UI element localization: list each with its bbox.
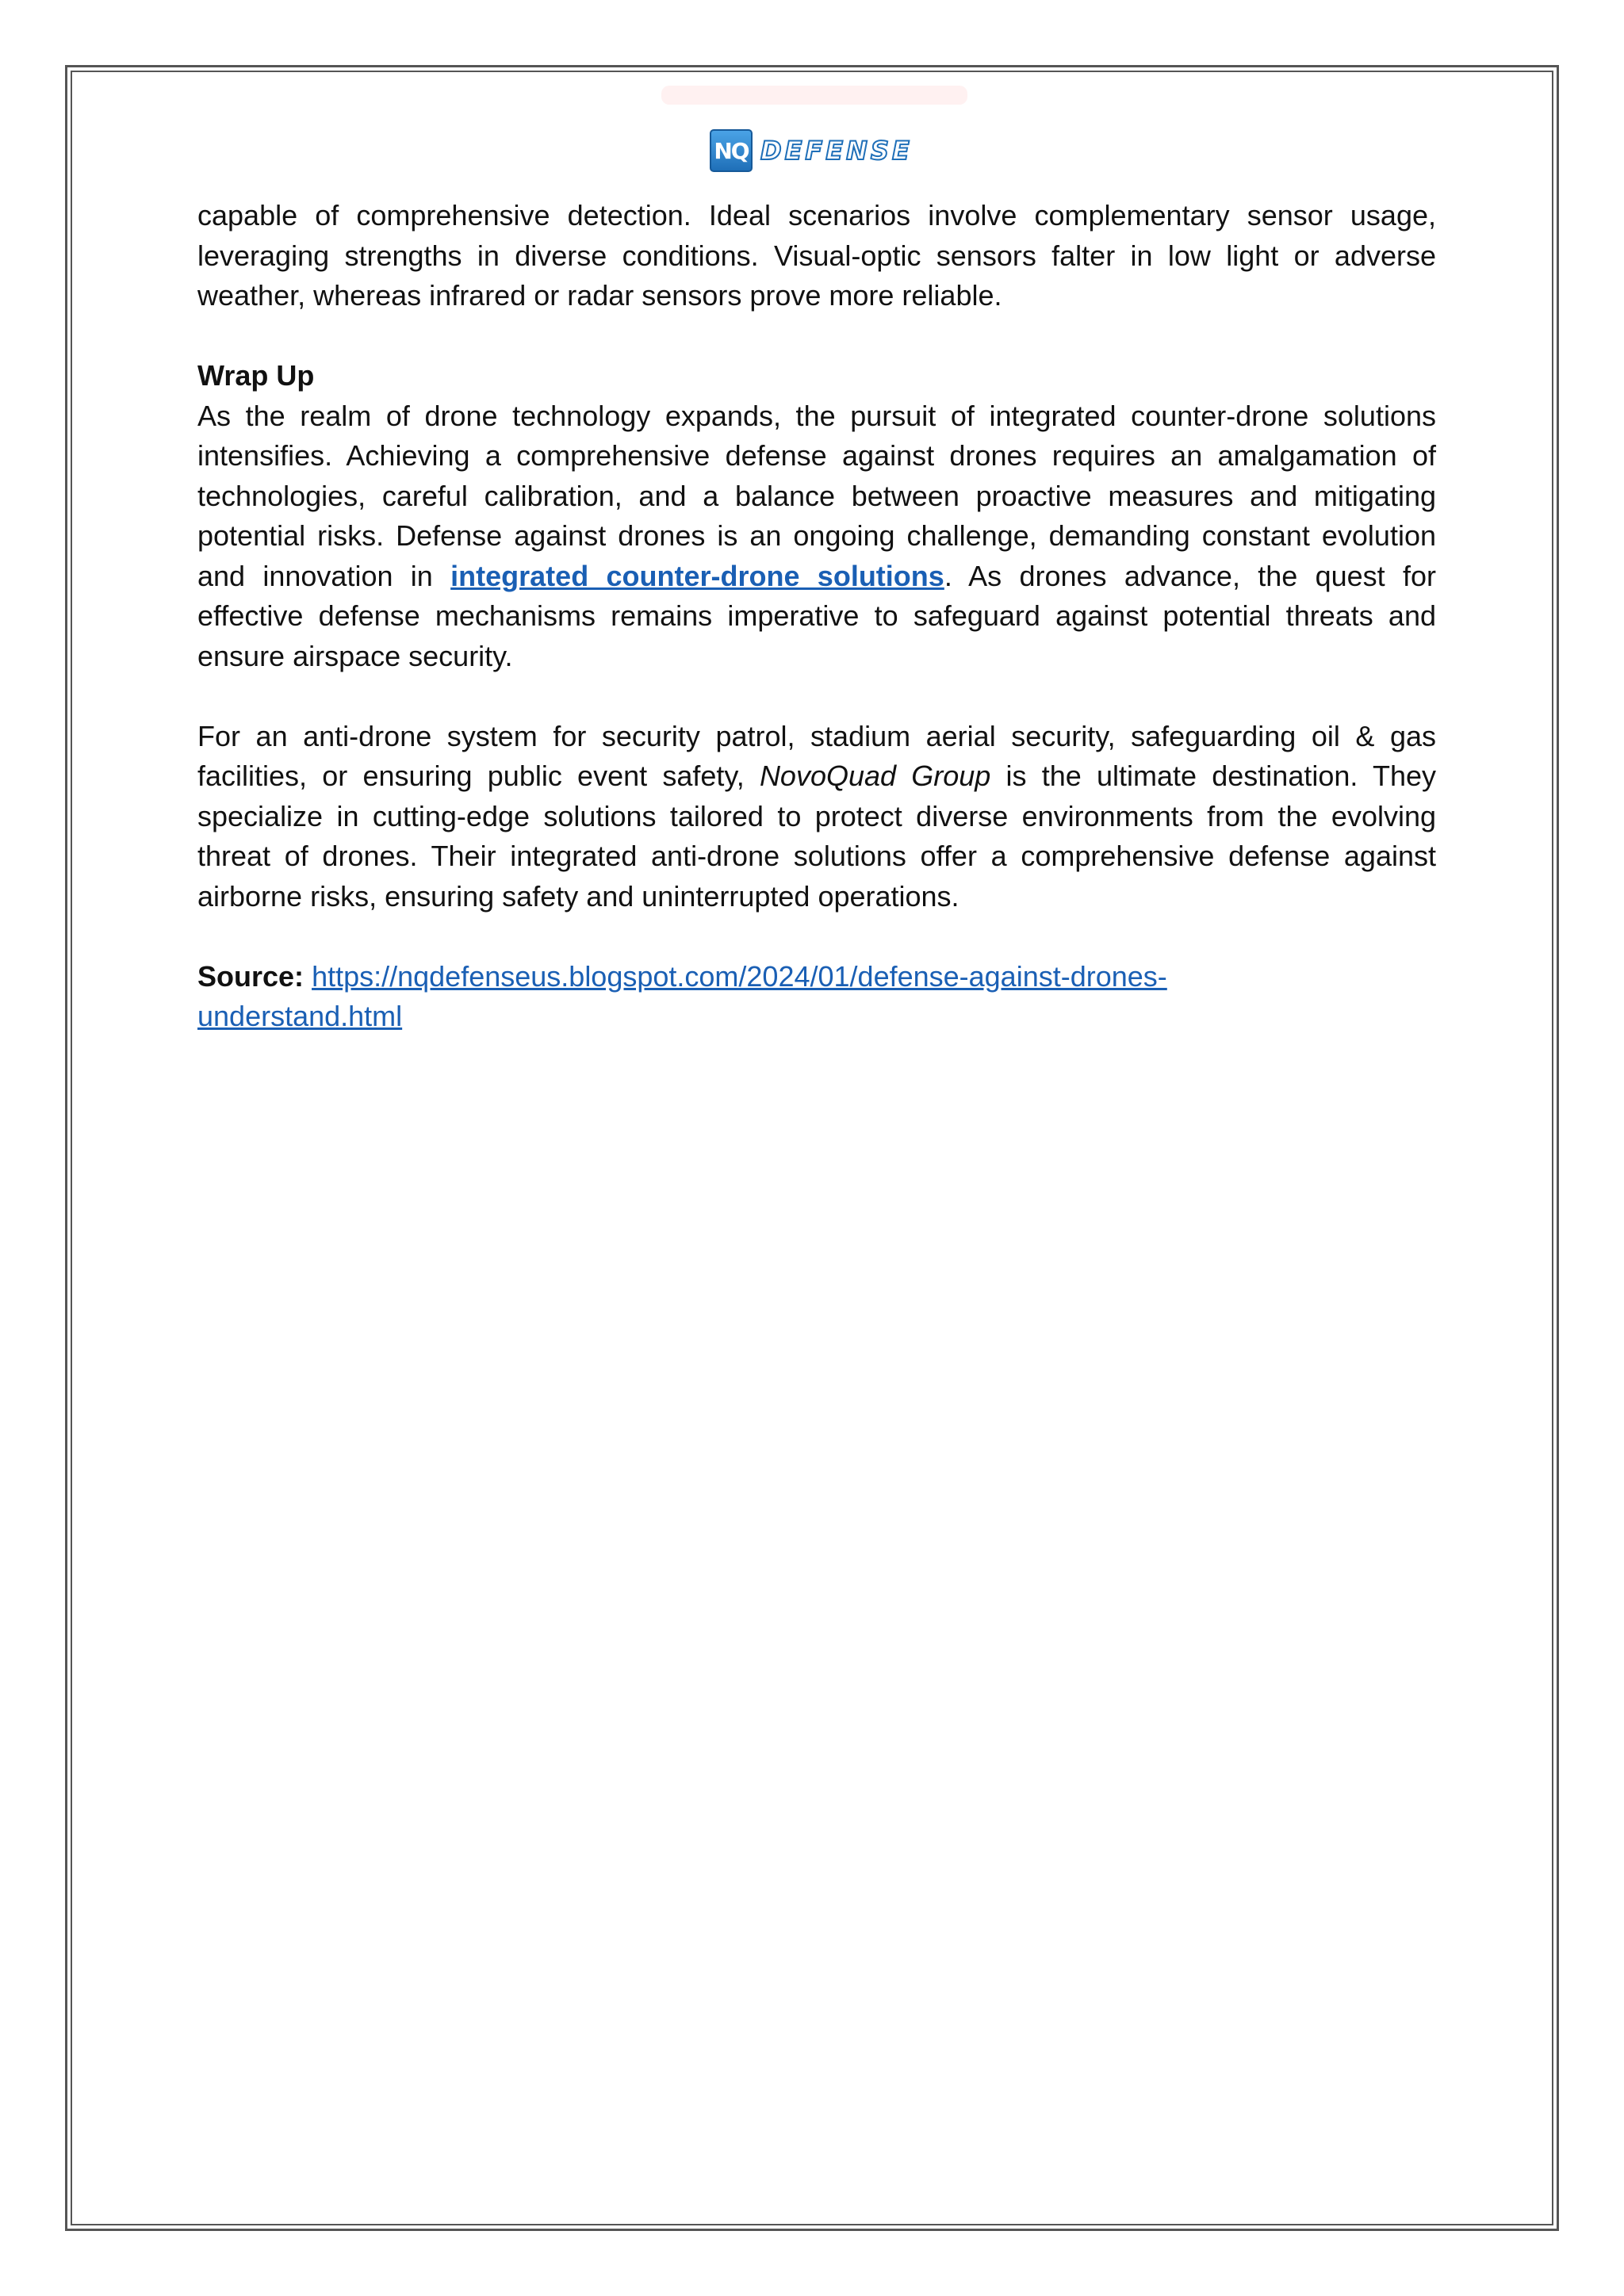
nq-defense-logo xyxy=(710,128,913,173)
novoquad-text-end: is the ultimate destination. They specialize in cutting-edge solutions tailored to protect diverse environments from the evolving threat of drones. Their integrated anti-drone solutions offer a comprehensive defense against airborne risks, ensuring safety and uninterrupted operations. xyxy=(197,760,1436,913)
source-url-link[interactable] xyxy=(197,960,1167,1033)
document-body xyxy=(197,196,1436,1037)
source-line xyxy=(197,957,1436,1037)
source-url-part2: understand.html xyxy=(197,1000,403,1032)
paragraph-spacer xyxy=(197,316,1436,357)
source-label: Source: xyxy=(197,959,304,993)
header-highlight-strip xyxy=(661,86,967,105)
novoquad-paragraph xyxy=(197,717,1436,917)
novoquad-text-start: For an anti-drone system for security patrol, stadium aerial security, safeguarding oil & gas facilities, or ensuring public event safety, xyxy=(197,719,1436,792)
wrap-up-heading: Wrap Up xyxy=(197,359,315,392)
logo-badge: NQ xyxy=(710,129,753,172)
paragraph-spacer xyxy=(197,676,1436,717)
wrap-up-text-end: . As drones advance, the quest for effective defense mechanisms remains imperative to safeguard against potential threats and ensure airspace security. xyxy=(197,559,1437,672)
paragraph-spacer xyxy=(197,916,1436,957)
wrap-up-text-start: As the realm of drone technology expands, the pursuit of integrated counter-drone solutions intensifies. Achieving a comprehensive defense against drones requires an amalgamation of technologies, careful calibration, and a balance between proactive measures and mitigating potential risks. Defense against drones is an ongoing challenge, demanding constant evolution and innovation in xyxy=(197,399,1436,592)
company-name: NovoQuad Group xyxy=(759,760,991,792)
intro-paragraph: capable of comprehensive detection. Ideal scenarios involve complementary sensor usage, leveraging strengths in diverse conditions. Visual-optic sensors falter in low light or adverse weather, whereas infrared or radar sensors prove more reliable. xyxy=(197,199,1436,312)
wrap-up-paragraph xyxy=(197,396,1436,677)
integrated-solutions-link[interactable]: integrated counter-drone solutions xyxy=(450,559,944,592)
source-url-part1: https://nqdefenseus.blogspot.com/2024/01/defense-against-drones- xyxy=(312,959,1167,993)
logo-wordmark: DEFENSE xyxy=(760,136,913,166)
